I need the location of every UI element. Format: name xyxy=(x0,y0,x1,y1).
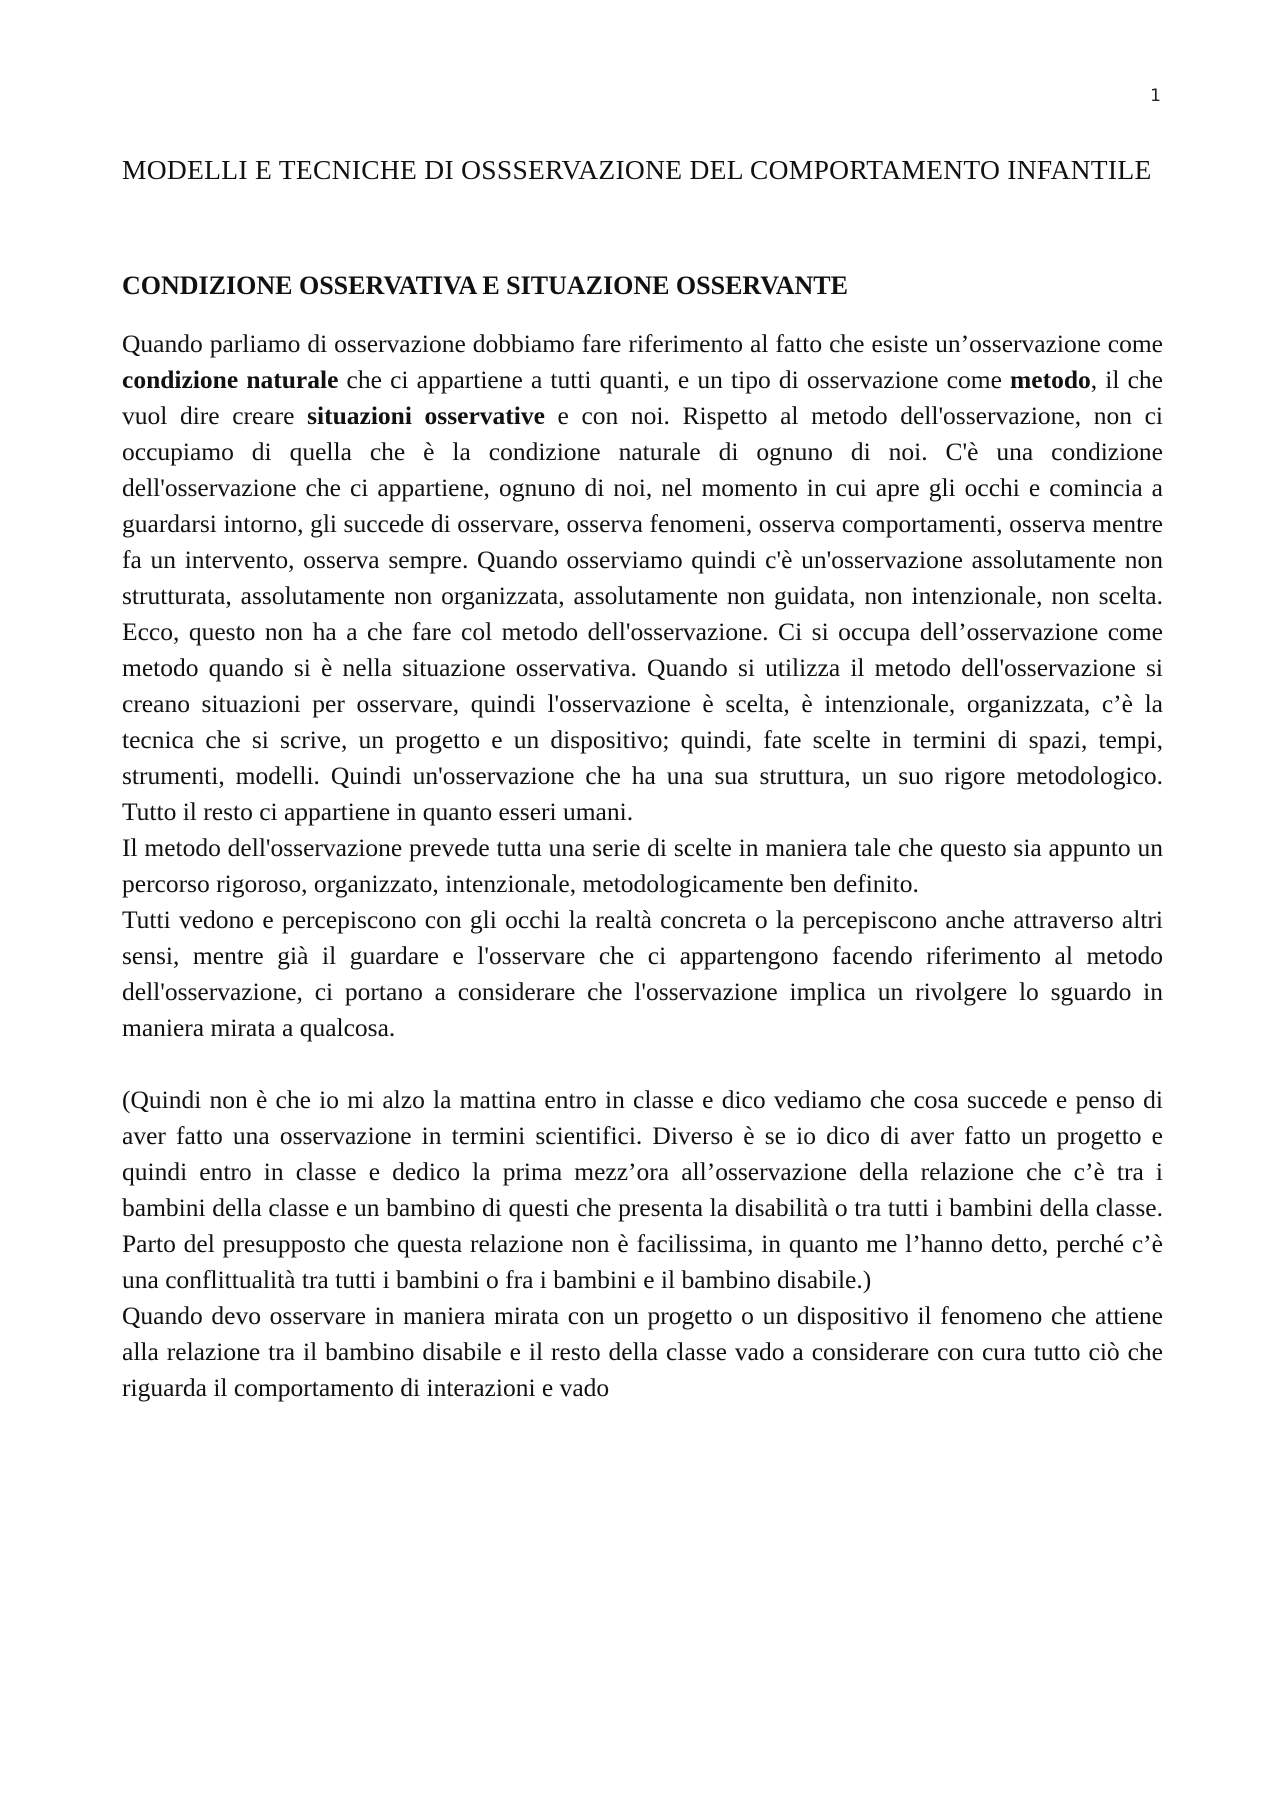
bold-situazioni-osservative: situazioni osservative xyxy=(307,401,545,430)
paragraph-2: Il metodo dell'osservazione prevede tutta una serie di scelte in maniera tale che questo sia appunto un percorso rigoroso, organizzato, intenzionale, metodologicamente ben definito. xyxy=(122,833,1163,898)
bold-condizione-naturale: condizione naturale xyxy=(122,365,339,394)
document-title: MODELLI E TECNICHE DI OSSSERVAZIONE DEL COMPORTAMENTO INFANTILE xyxy=(122,154,1152,185)
paragraph-4: (Quindi non è che io mi alzo la mattina entro in classe e dico vediamo che cosa succede e penso di aver fatto una osservazione in termini scientifici. Diverso è se io dico di aver fatto un progetto e quindi entro in classe e dedico la prima mezz’ora all’osservazione della relazione che c’è tra i bambini della classe e un bambino di questi che presenta la disabilità o tra tutti i bambini della classe. Parto del presupposto che questa relazione non è facilissima, in quanto me l’hanno detto, perché c’è una conflittualità tra tutti i bambini o fra i bambini e il bambino disabile.) xyxy=(122,1085,1163,1294)
paragraph-1-text-e: , il che vuol dire creare xyxy=(122,365,1164,430)
page-number: 1 xyxy=(1150,86,1161,106)
paragraph-5: Quando devo osservare in maniera mirata con un progetto o un dispositivo il fenomeno che attiene alla relazione tra il bambino disabile e il resto della classe vado a considerare con cura tutto ciò che riguarda il comportamento di interazioni e vado xyxy=(122,1301,1163,1402)
section-heading: CONDIZIONE OSSERVATIVA E SITUAZIONE OSSERVANTE xyxy=(122,271,848,300)
paragraph-1 xyxy=(122,326,1163,830)
page-content xyxy=(122,152,1163,1406)
paragraph-1-text-c: che ci appartiene a tutti quanti, e un tipo di osservazione come xyxy=(338,365,1011,394)
paragraph-1-text-a: Quando parliamo di osservazione dobbiamo fare riferimento al fatto che esiste un’osservazione come xyxy=(122,329,1163,358)
paragraph-3: Tutti vedono e percepiscono con gli occhi la realtà concreta o la percepiscono anche attraverso altri sensi, mentre già il guardare e l'osservare che ci appartengono facendo riferimento al metodo dell'osservazione, ci portano a considerare che l'osservazione implica un rivolgere lo sguardo in maniera mirata a qualcosa. xyxy=(122,905,1163,1042)
paragraph-1-text-g: e con noi. Rispetto al metodo dell'osservazione, non ci occupiamo di quella che è la condizione naturale di ognuno di noi. C'è una condizione dell'osservazione che ci appartiene, ognuno di noi, nel momento in cui apre gli occhi e comincia a guardarsi intorno, gli succede di osservare, osserva fenomeni, osserva comportamenti, osserva mentre fa un intervento, osserva sempre. Quando osserviamo quindi c'è un'osservazione assolutamente non strutturata, assolutamente non organizzata, assolutamente non guidata, non intenzionale, non scelta. Ecco, questo non ha a che fare col metodo dell'osservazione. Ci si occupa dell’osservazione come metodo quando si è nella situazione osservativa. Quando si utilizza il metodo dell'osservazione si creano situazioni per osservare, quindi l'osservazione è scelta, è intenzionale, organizzata, c’è la tecnica che si scrive, un progetto e un dispositivo; quindi, fate scelte in termini di spazi, tempi, strumenti, modelli. Quindi un'osservazione che ha una sua struttura, un suo rigore metodologico. Tutto il resto ci appartiene in quanto esseri umani. xyxy=(122,401,1163,826)
body-text xyxy=(122,326,1163,1406)
bold-metodo: metodo xyxy=(1010,365,1091,394)
